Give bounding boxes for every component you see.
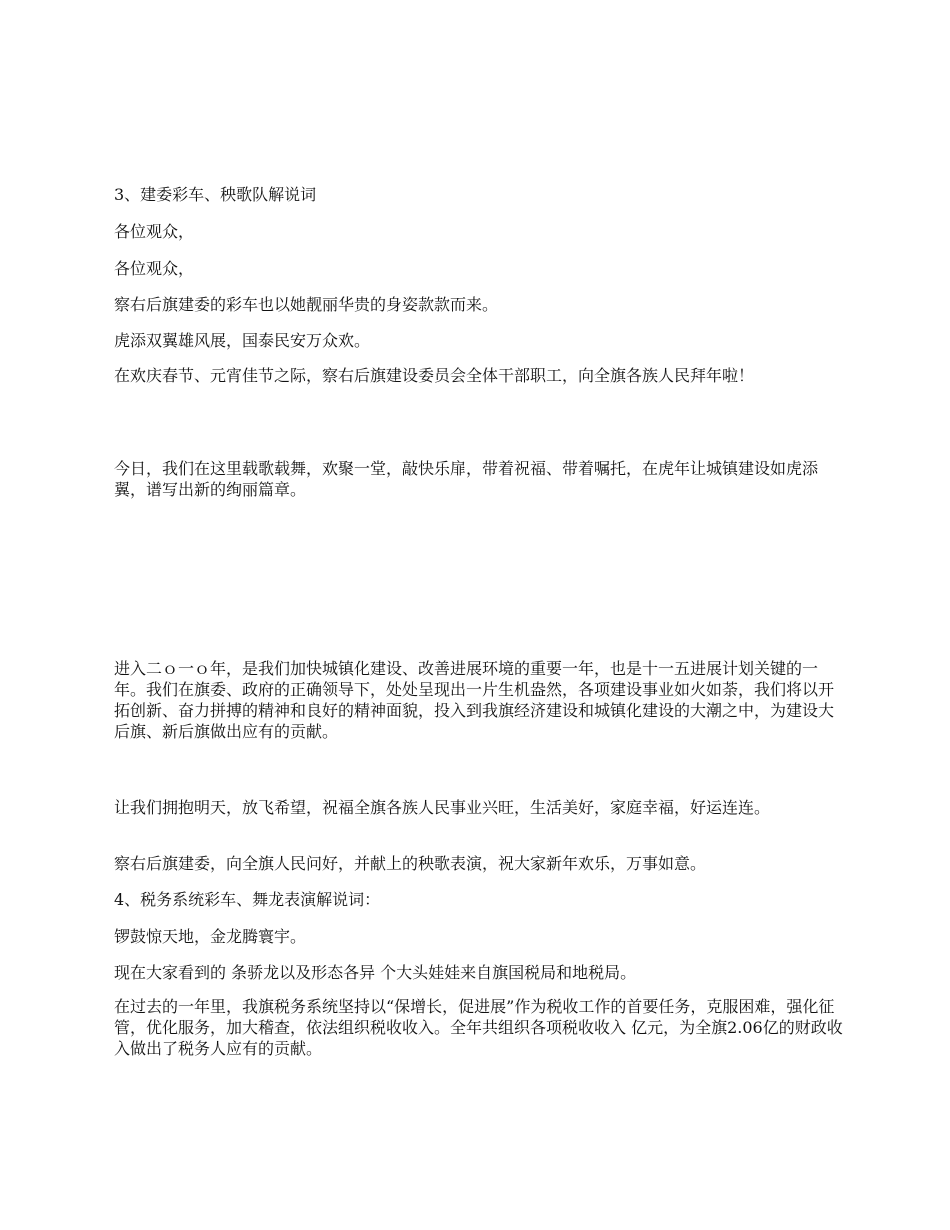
paragraph-dragons: 现在大家看到的 条骄龙以及形态各异 个大头娃娃来自旗国税局和地税局。 [114,963,637,982]
paragraph-couplet: 虎添双翼雄风展，国泰民安万众欢。 [114,331,371,350]
paragraph-float-intro: 察右后旗建委的彩车也以她靓丽华贵的身姿款款而来。 [114,295,499,314]
paragraph-yangge-greeting: 察右后旗建委，向全旗人民问好，并献上的秧歌表演，祝大家新年欢乐，万事如意。 [114,854,707,873]
paragraph-new-year-greeting: 在欢庆春节、元宵佳节之际，察右后旗建设委员会全体干部职工，向全旗各族人民拜年啦！ [114,366,755,385]
paragraph-greeting-2: 各位观众， [114,259,195,278]
paragraph-greeting-1: 各位观众， [114,222,195,241]
section-heading-3: 3、建委彩车、秧歌队解说词 [114,185,317,204]
paragraph-gongs-drums: 锣鼓惊天地，金龙腾寰宇。 [114,927,307,946]
paragraph-tax-summary: 在过去的一年里，我旗税务系统坚持以“保增长，促进展”作为税收工作的首要任务，克服困难，强化征管，优化服务，加大稽查，依法组织税收收入。全年共组织各项税收收入 亿元，为全旗2.06亿的财政收入做出了税务人应有的贡献。 [114,997,843,1058]
paragraph-today: 今日，我们在这里载歌载舞，欢聚一堂，敲快乐扉，带着祝福、带着嘱托，在虎年让城镇建设如虎添翼，谱写出新的绚丽篇章。 [114,459,819,499]
paragraph-2010: 进入二ｏ一ｏ年，是我们加快城镇化建设、改善进展环境的重要一年，也是十一五进展计划关键的一年。我们在旗委、政府的正确领导下，处处呈现出一片生机盎然，各项建设事业如火如荼，我们将以开拓创新、奋力拼搏的精神和良好的精神面貌，投入到我旗经济建设和城镇化建设的大潮之中，为建设大后旗、新后旗做出应有的贡献。 [114,659,835,741]
paragraph-embrace-tomorrow: 让我们拥抱明天，放飞希望，祝福全旗各族人民事业兴旺，生活美好，家庭幸福，好运连连。 [114,798,771,817]
section-heading-4: 4、税务系统彩车、舞龙表演解说词： [114,890,381,909]
